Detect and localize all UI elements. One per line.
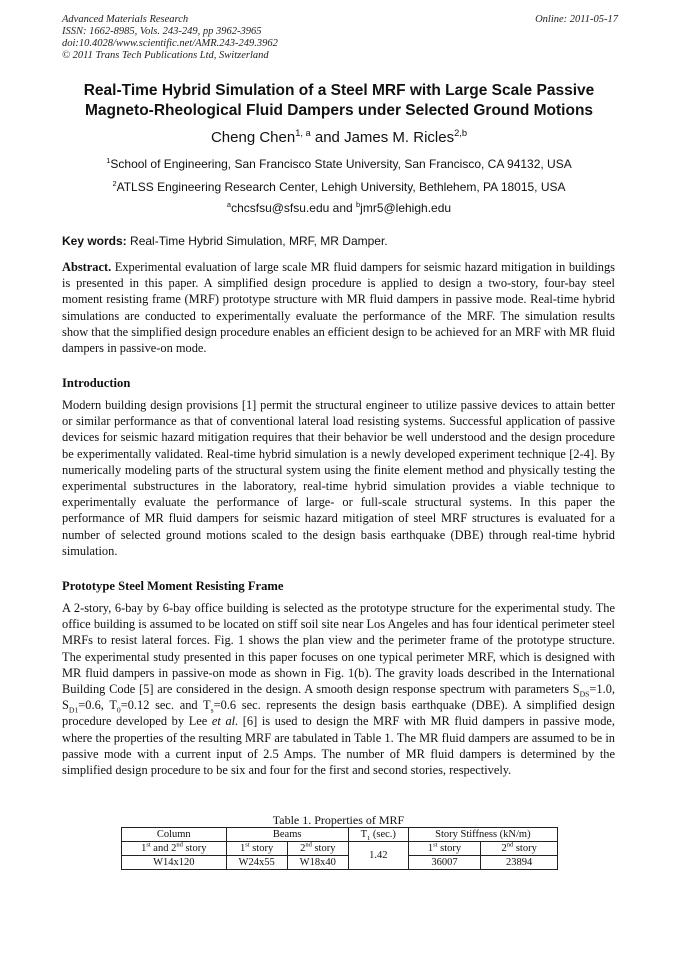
superscript: st (146, 841, 151, 849)
email-mark: b (356, 200, 361, 209)
paragraph-text: [6] is used to design the MRF with MR fluid dampers in passive mode, where the properties of the resulting MRF are tabulated in Table 1. The MR fluid dampers are assumed to be in passive mode with a current input of 2.5 Amps. The number of MR fluid dampers is determined by the simplified design procedure to be six and four for the first and second stories, respectively. (62, 714, 615, 778)
affiliation-1 (40, 157, 638, 171)
journal-header (62, 14, 618, 62)
cell-text: 1 (427, 843, 434, 854)
table-row (122, 856, 558, 870)
issn-line: ISSN: 1662-8985, Vols. 243-249, pp 3962-3965 (62, 26, 262, 37)
affiliation-number: 2 (112, 179, 117, 188)
table-header-cell (348, 828, 408, 842)
abstract (62, 259, 615, 356)
superscript: nd (176, 841, 183, 849)
superscript: nd (506, 841, 514, 849)
subscript: 1 (367, 835, 371, 843)
paragraph-text: =0.12 sec. and T (120, 698, 211, 713)
table-cell: 36007 (408, 856, 481, 870)
cell-text: 2 (501, 843, 507, 854)
author-affiliation-mark: 2,b (454, 128, 468, 138)
email-link[interactable]: chcsfsu@sfsu.edu (231, 201, 330, 215)
author-affiliation-mark: 1, a (295, 128, 311, 138)
prototype-paragraph (62, 600, 615, 778)
introduction-paragraph: Modern building design provisions [1] permit the structural engineer to utilize passive devices to attain better or similar performance as that of conventional lateral load resisting systems. Successful application of passive devices for seismic hazard mitigation requires that their behavior be well understood and the design procedure be experimentally validated. Real-time hybrid simulation is a newly developed experiment technique [2-4]. By numerically modeling parts of the structural system using the finite element method and physically testing the experimental substructures in the laboratory, real-time hybrid simulation provides a viable technique to experimentally evaluate the performance of large- or full-scale structural systems. In this paper the performance of MR fluid dampers for seismic hazard mitigation of steel MRF structures is evaluated for a number of selected ground motions scaled to the design basis earthquake (DBE) through real-time hybrid simulation. (62, 398, 615, 558)
table-cell: W24x55 (226, 856, 287, 870)
author-name: James M. Ricles (344, 129, 455, 146)
author-emails (40, 201, 638, 215)
table-cell: 23894 (481, 856, 558, 870)
table-cell-t1: 1.42 (348, 842, 408, 870)
table-cell: W18x40 (287, 856, 348, 870)
paragraph-text: =1.0, S (62, 682, 615, 713)
paper-title (40, 81, 638, 121)
subscript: s (210, 705, 214, 715)
cell-text: story (437, 843, 462, 854)
abstract-label: Abstract. (62, 260, 112, 274)
table-caption: Table 1. Properties of MRF (272, 813, 405, 827)
cell-text: story (182, 843, 207, 854)
journal-name: Advanced Materials Research (62, 14, 189, 25)
table-subheader-cell (287, 842, 348, 856)
superscript: st (245, 841, 250, 849)
section-heading-introduction: Introduction (62, 376, 131, 390)
paragraph-text: A 2-story, 6-bay by 6-bay office building is selected as the prototype structure for the experimental study. The office building is assumed to be located on stiff soil site near Los Angeles and has four identical perimeter steel MRFs to resist lateral forces. Fig. 1 shows the plan view and the perimeter frame of the prototype structure. The experimental study presented in this paper focuses on one typical perimeter MRF, which is designed with MR fluid dampers in passive-on mode as shown in Fig. 1(b). The gravity loads described in the International Building Code [5] are considered in the design. A smooth design response spectrum with parameters S (62, 601, 615, 697)
affiliation-text: ATLSS Engineering Research Center, Lehigh University, Bethlehem, PA 18015, USA (116, 180, 566, 194)
table-subheader-cell (481, 842, 558, 856)
keywords (62, 234, 618, 248)
table-subheader-row (122, 842, 558, 856)
table-header-row (122, 828, 558, 842)
cell-text: story (249, 843, 274, 854)
author-conjunction: and (314, 129, 340, 146)
email-conjunction: and (332, 201, 353, 215)
paragraph-text: =0.6, T (78, 698, 117, 713)
abstract-text: Experimental evaluation of large scale MR fluid dampers for seismic hazard mitigation in buildings is presented in this paper. A simplified design procedure is applied to design a two-story, four-bay steel moment resisting frame (MRF) prototype structure with MR fluid dampers in passive mode. Real-time hybrid simulations are conducted to experimentally evaluate the performance of the MRF. The simulation results show that the simplified design procedure enables an efficient design to be achieved for an MRF with MR fluid dampers in passive-on mode. (62, 260, 615, 356)
table-subheader-cell (408, 842, 481, 856)
cell-text: story (513, 843, 537, 854)
header-text: (sec.) (370, 829, 396, 840)
keywords-text: Real-Time Hybrid Simulation, MRF, MR Damper. (130, 234, 388, 248)
superscript: st (433, 841, 438, 849)
table-subheader-cell (226, 842, 287, 856)
doi-line: doi:10.4028/www.scientific.net/AMR.243-249.3962 (62, 38, 278, 49)
title-line-2: Magneto-Rheological Fluid Dampers under Selected Ground Motions (84, 102, 594, 119)
author-list (40, 129, 638, 146)
table-cell: W14x120 (122, 856, 227, 870)
header-text: T (360, 829, 368, 840)
affiliation-text: School of Engineering, San Francisco State University, San Francisco, CA 94132, USA (110, 157, 572, 171)
email-mark: a (226, 200, 232, 209)
cell-text: and 2 (150, 843, 177, 854)
table-header-cell: Story Stiffness (kN/m) (408, 828, 557, 842)
online-date: Online: 2011-05-17 (535, 14, 618, 25)
title-line-1: Real-Time Hybrid Simulation of a Steel MRF with Large Scale Passive (83, 82, 595, 99)
table-header-cell: Beams (226, 828, 348, 842)
cell-text: 1 (240, 843, 246, 854)
subscript: DS (579, 689, 590, 699)
table-header-cell: Column (122, 828, 227, 842)
table-subheader-cell (122, 842, 227, 856)
cell-text: story (311, 843, 336, 854)
author-name: Cheng Chen (210, 129, 296, 146)
email-link[interactable]: jmr5@lehigh.edu (360, 201, 452, 215)
section-heading-prototype: Prototype Steel Moment Resisting Frame (62, 579, 284, 593)
affiliation-number: 1 (106, 156, 111, 165)
subscript: 0 (116, 705, 121, 715)
superscript: nd (305, 841, 312, 849)
italic-text: et al. (211, 714, 239, 729)
subscript: D1 (68, 705, 79, 715)
cell-text: 2 (300, 843, 306, 854)
properties-table (121, 827, 558, 870)
paragraph-text: =0.6 sec. represents the design basis earthquake (DBE). A simplified design procedure developed by Lee (62, 698, 615, 729)
keywords-label: Key words: (62, 234, 127, 248)
copyright-line: © 2011 Trans Tech Publications Ltd, Switzerland (62, 50, 269, 61)
affiliation-2 (40, 180, 638, 194)
cell-text: 1 (141, 843, 147, 854)
